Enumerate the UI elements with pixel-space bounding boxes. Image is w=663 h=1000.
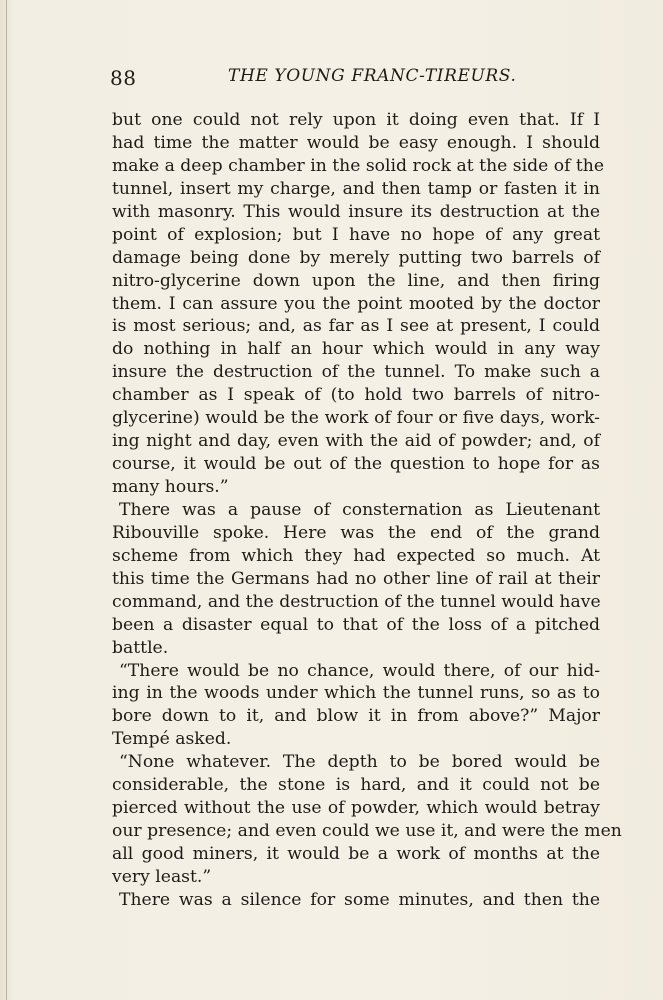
page-header [110, 64, 600, 92]
text-line: insure the destruction of the tunnel. To make such a [112, 362, 600, 383]
text-line: many hours.” [112, 477, 229, 497]
text-line: this time the Germans had no other line of rail at their [112, 568, 600, 589]
text-line: them. I can assure you the point mooted by the doctor [112, 293, 600, 314]
page-number: 88 [110, 66, 137, 90]
text-line: tunnel, insert my charge, and then tamp or fasten it in [112, 178, 600, 199]
text-line: There was a silence for some minutes, and then the [119, 889, 600, 910]
text-line: “None whatever. The depth to be bored would be [119, 752, 600, 773]
text-line: with masonry. This would insure its destruction at the [112, 201, 600, 222]
text-line: bore down to it, and blow it in from above?” Major [112, 706, 600, 727]
text-line: nitro-glycerine down upon the line, and then firing [112, 270, 600, 291]
text-line: battle. [112, 637, 169, 658]
text-line: “There would be no chance, would there, of our hid- [119, 660, 600, 681]
text-line: our presence; and even could we use it, and were the men [112, 821, 622, 842]
page-gutter-line [6, 0, 7, 1000]
text-line: considerable, the stone is hard, and it could not be [112, 775, 600, 796]
body-text [112, 109, 622, 912]
text-line: damage being done by merely putting two barrels of [112, 247, 600, 268]
text-line: had time the matter would be easy enough. I should [112, 132, 600, 153]
text-line: chamber as I speak of (to hold two barrels of nitro- [112, 385, 600, 406]
text-line: Tempé asked. [112, 729, 232, 750]
text-line: course, it would be out of the question to hope for as [112, 454, 600, 475]
text-line: ing night and day, even with the aid of powder; and, of [112, 431, 600, 452]
text-line: glycerine) would be the work of four or five days, work- [112, 408, 600, 429]
text-line: but one could not rely upon it doing even that. If I [112, 110, 600, 130]
text-line: all good miners, it would be a work of months at the [112, 844, 600, 864]
text-line: do nothing in half an hour which would in any way [112, 339, 600, 360]
text-line: command, and the destruction of the tunnel would have [112, 591, 601, 612]
running-title: THE YOUNG FRANC-TIREURS. [228, 66, 517, 86]
text-line: point of explosion; but I have no hope of any great [112, 224, 600, 245]
text-line: pierced without the use of powder, which would betray [112, 798, 600, 819]
text-line: make a deep chamber in the solid rock at the side of the [112, 155, 605, 176]
text-line: There was a pause of consternation as Lieutenant [119, 499, 600, 520]
text-line: is most serious; and, as far as I see at present, I could [112, 316, 600, 337]
text-line: Ribouville spoke. Here was the end of the grand [112, 522, 600, 543]
text-line: very least.” [112, 866, 212, 887]
text-line: been a disaster equal to that of the loss of a pitched [112, 614, 600, 635]
text-line: ing in the woods under which the tunnel runs, so as to [112, 683, 600, 704]
text-line: scheme from which they had expected so much. At [112, 545, 600, 566]
